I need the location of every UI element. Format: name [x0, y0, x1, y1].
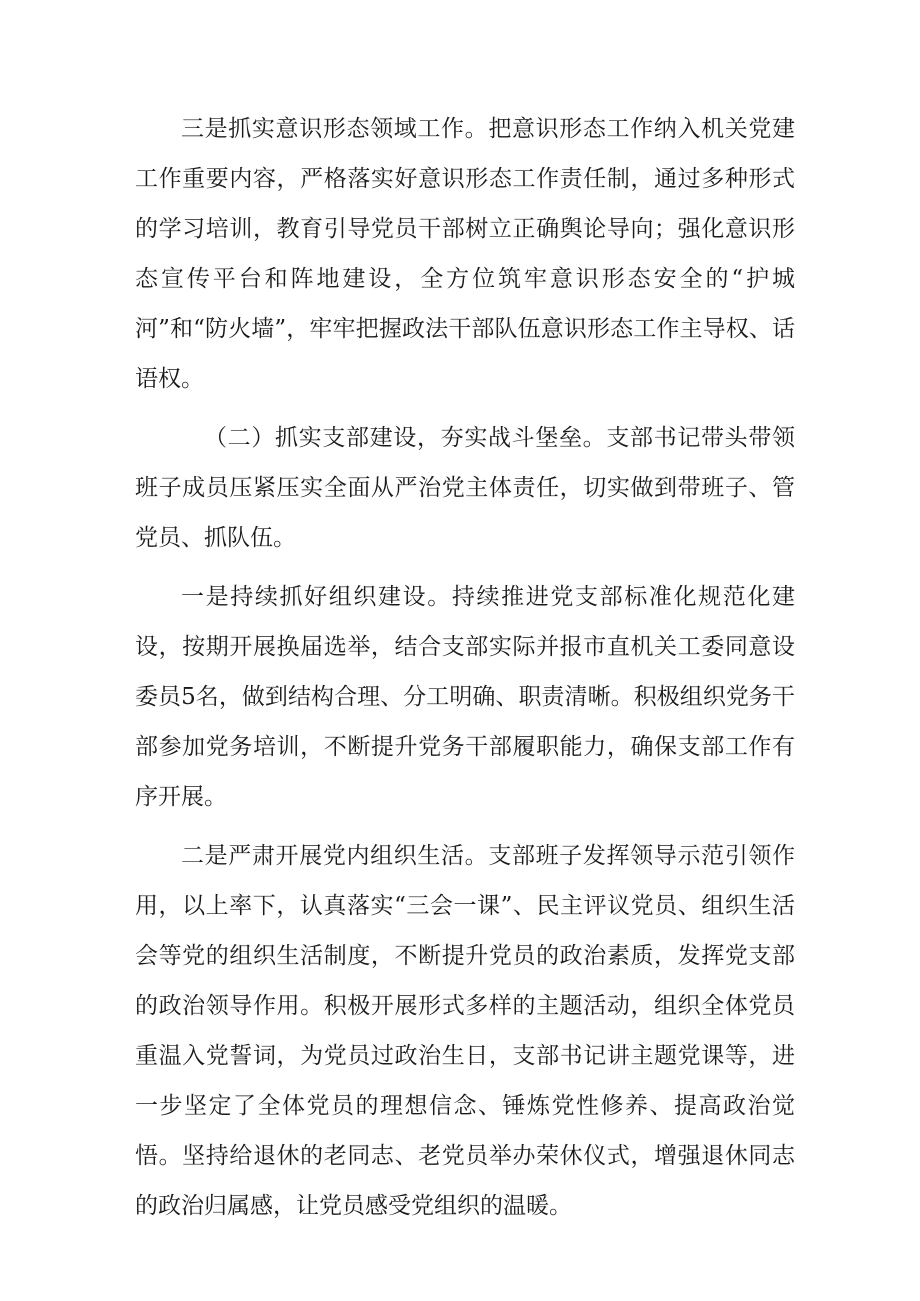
paragraph-ideology-work: 三是抓实意识形态领域工作。把意识形态工作纳入机关党建工作重要内容，严格落实好意识形态工作责任制，通过多种形式的学习培训，教育引导党员干部树立正确舆论导向；强化意识形态宣传平台和阵地建设，全方位筑牢意识形态安全的“护城河”和“防火墙”，牢牢把握政法干部队伍意识形态工作主导权、话语权。	[135, 116, 795, 392]
paragraph-branch-construction: （二）抓实支部建设，夯实战斗堡垒。支部书记带头带领班子成员压紧压实全面从严治党主体责任，切实做到带班子、管党员、抓队伍。	[135, 425, 795, 551]
paragraph-organizational-life: 二是严肃开展党内组织生活。支部班子发挥领导示范引领作用，以上率下，认真落实“三会一课”、民主评议党员、组织生活会等党的组织生活制度，不断提升党员的政治素质，发挥党支部的政治领导作用。积极开展形式多样的主题活动，组织全体党员重温入党誓词，为党员过政治生日，支部书记讲主题党课等，进一步坚定了全体党员的理想信念、锤炼党性修养、提高政治觉悟。坚持给退休的老同志、老党员举办荣休仪式，增强退休同志的政治归属感，让党员感受党组织的温暖。	[135, 843, 795, 1219]
paragraph-organization-building: 一是持续抓好组织建设。持续推进党支部标准化规范化建设，按期开展换届选举，结合支部实际并报市直机关工委同意设委员5名，做到结构合理、分工明确、职责清晰。积极组织党务干部参加党务培训，不断提升党务干部履职能力，确保支部工作有序开展。	[135, 584, 795, 810]
document-body	[135, 104, 795, 1240]
